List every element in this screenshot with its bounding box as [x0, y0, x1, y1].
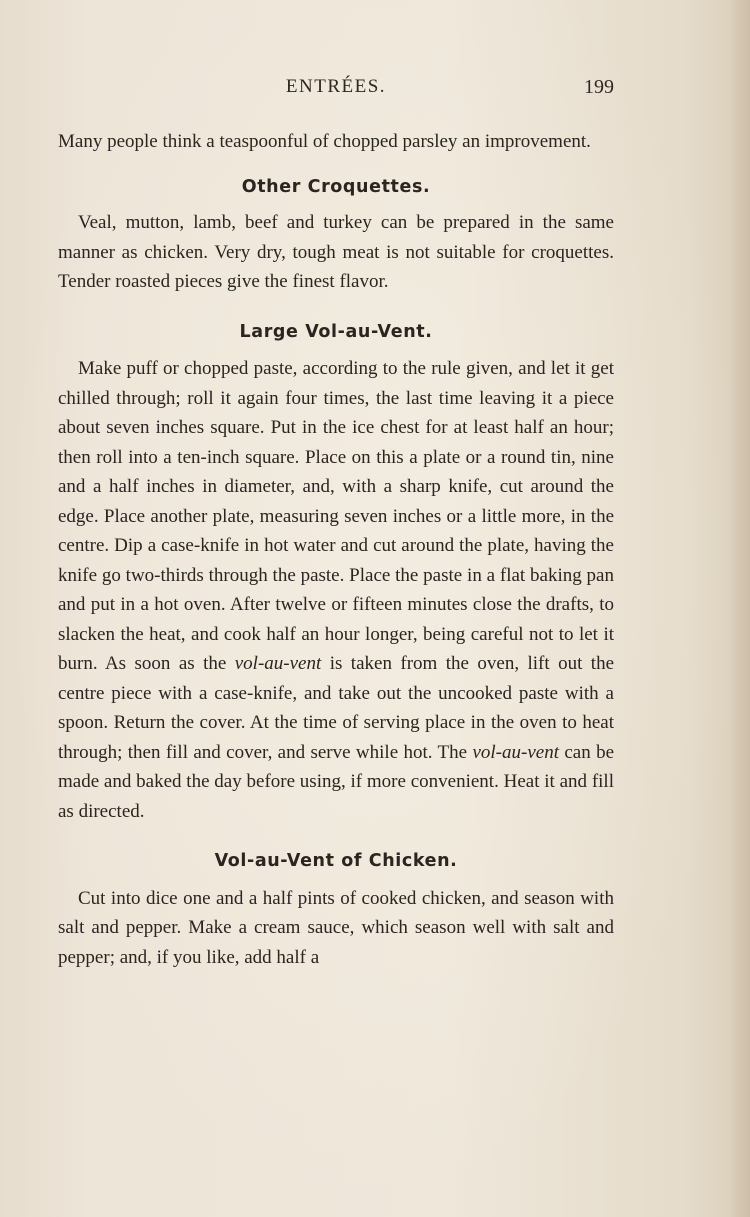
paragraph-other-croquettes: Veal, mutton, lamb, beef and turkey can be prepared in the same manner as chicken. Very dry, tough meat is not suitable for croquettes. Tender roasted pieces give the finest flavor.: [58, 212, 614, 292]
section-heading-large-vol-au-vent: Large Vol-au-Vent.: [239, 321, 433, 342]
section-heading-other-croquettes: Other Croquettes.: [241, 176, 431, 197]
paragraph-text: can be made and baked the day before using, if more convenient. Heat it and fill as directed.: [58, 741, 615, 822]
page-edge-shadow: [728, 0, 750, 1217]
page-body: [58, 127, 614, 972]
italic-term: vol-au-vent: [234, 653, 322, 674]
intro-paragraph: Many people think a teaspoonful of chopped parsley an improvement.: [58, 131, 591, 152]
running-head: ENTRÉES.: [285, 76, 387, 97]
section-heading-vol-au-vent-of-chicken: Vol-au-Vent of Chicken.: [214, 851, 458, 871]
italic-term: vol-au-vent: [472, 741, 559, 763]
paragraph-vol-au-vent-of-chicken: Cut into dice one and a half pints of cooked chicken, and season with salt and pepper. Make a cream sauce, which season well with salt and pepper; and, if you like, add half a: [58, 887, 614, 968]
page-number: 199: [584, 76, 614, 98]
paragraph-text: is taken from the oven, lift out the centre piece with a case-knife, and take out the uncooked paste with a spoon. Return the cover. At the time of serving place in the oven to heat through; then fill and cover, and serve while hot. The: [58, 653, 615, 763]
page-header: [58, 76, 614, 106]
paragraph-text: Make puff or chopped paste, according to the rule given, and let it get chilled through; roll it again four times, the last time leaving it a piece about seven inches square. Put in the ice chest for at least half an hour; then roll into a ten-inch square. Place on this a plate or a round tin, nine and a half inches in diameter, and, with a sharp knife, cut around the edge. Place another plate, measuring seven inches or a little more, in the centre. Dip a case-knife in hot water and cut around the plate, having the knife go two-thirds through the paste. Place the paste in a flat baking pan and put in a hot oven. After twelve or fifteen minutes close the drafts, to slacken the heat, and cook half an hour longer, being careful not to let it burn. As soon as the: [58, 358, 614, 674]
paragraph-large-vol-au-vent: [58, 354, 614, 826]
